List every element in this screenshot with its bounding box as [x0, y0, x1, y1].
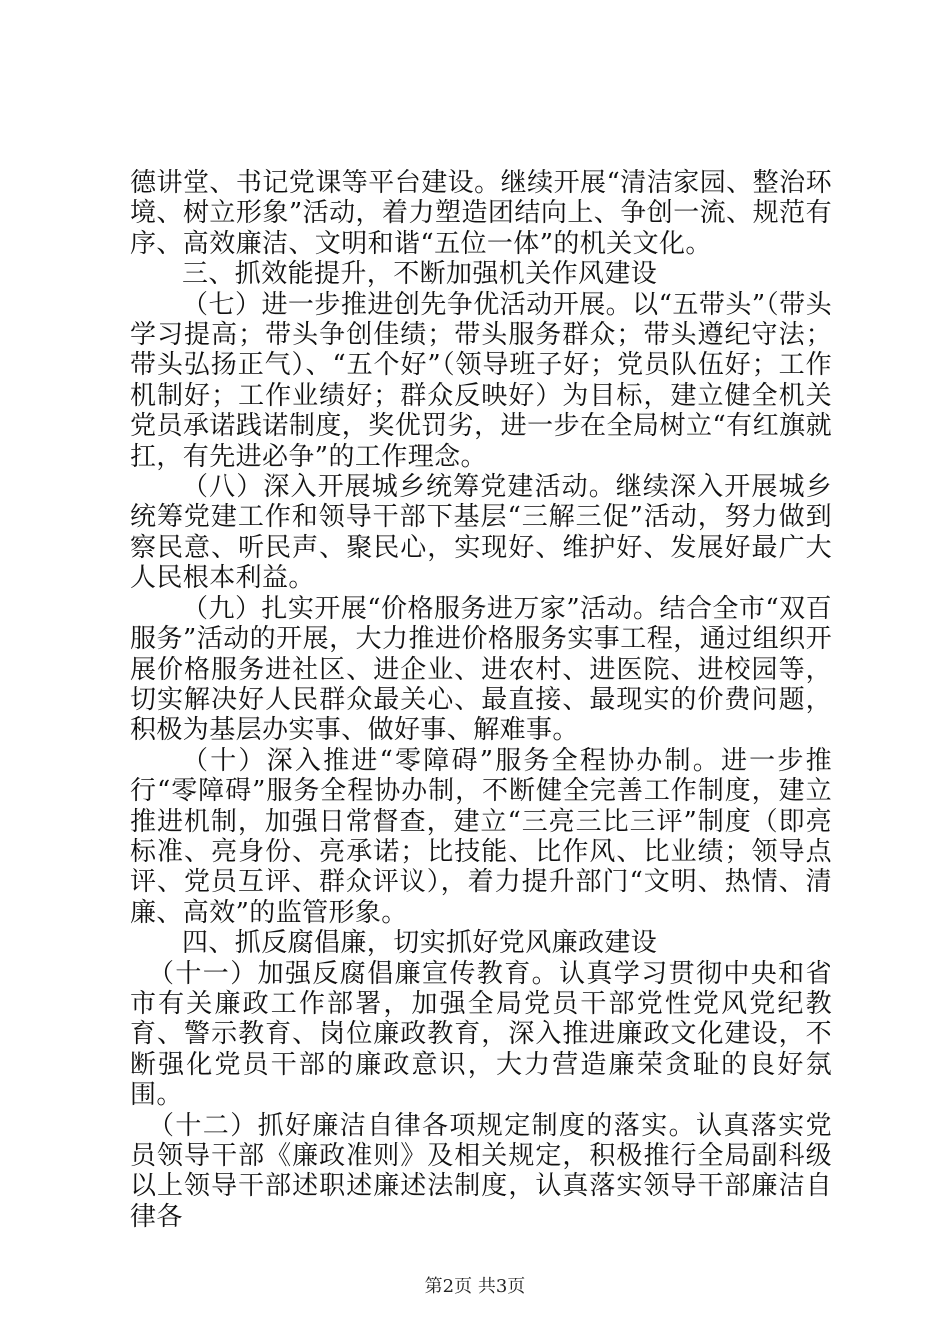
section-heading-3: 三、抓效能提升，不断加强机关作风建设 [182, 259, 658, 290]
paragraph-12: （十二）抓好廉洁自律各项规定制度的落实。认真落实党员领导干部《廉政准则》及相关规定，积极推行全局副科级以上领导干部述职述廉述法制度，认真落实领导干部廉洁自律各 [130, 1110, 832, 1232]
paragraph-7: （七）进一步推进创先争优活动开展。以“五带头”（带头学习提高；带头争创佳绩；带头服务群众；带头遵纪守法；带头弘扬正气）、“五个好”（领导班子好；党员队伍好；工作机制好；工作业绩好；群众反映好）为目标，建立健全机关党员承诺践诺制度，奖优罚劣，进一步在全局树立“有红旗就扛，有先进必争”的工作理念。 [130, 289, 832, 472]
paragraph-8: （八）深入开展城乡统筹党建活动。继续深入开展城乡统筹党建工作和领导干部下基层“三解三促”活动，努力做到察民意、听民声、聚民心，实现好、维护好、发展好最广大人民根本利益。 [130, 472, 832, 594]
paragraph-10: （十）深入推进“零障碍”服务全程协办制。进一步推行“零障碍”服务全程协办制，不断健全完善工作制度，建立推进机制，加强日常督查，建立“三亮三比三评”制度（即亮标准、亮身份、亮承诺；比技能、比作风、比业绩；领导点评、党员互评、群众评议），着力提升部门“文明、热情、清廉、高效”的监管形象。 [130, 745, 832, 928]
paragraph-11: （十一）加强反腐倡廉宣传教育。认真学习贯彻中央和省市有关廉政工作部署，加强全局党员干部党性党风党纪教育、警示教育、岗位廉政教育，深入推进廉政文化建设，不断强化党员干部的廉政意识，大力营造廉荣贪耻的良好氛围。 [130, 958, 832, 1111]
body-text [130, 168, 832, 1232]
page-footer: 第2页 共3页 [424, 1276, 526, 1297]
section-heading-4: 四、抓反腐倡廉，切实抓好党风廉政建设 [182, 928, 658, 959]
paragraph-9: （九）扎实开展“价格服务进万家”活动。结合全市“双百服务”活动的开展，大力推进价格服务实事工程，通过组织开展价格服务进社区、进企业、进农村、进医院、进校园等，切实解决好人民群众最关心、最直接、最现实的价费问题，积极为基层办实事、做好事、解难事。 [130, 593, 832, 746]
paragraph-1: 德讲堂、书记党课等平台建设。继续开展“清洁家园、整治环境、树立形象”活动，着力塑造团结向上、争创一流、规范有序、高效廉洁、文明和谐“五位一体”的机关文化。 [130, 168, 832, 259]
